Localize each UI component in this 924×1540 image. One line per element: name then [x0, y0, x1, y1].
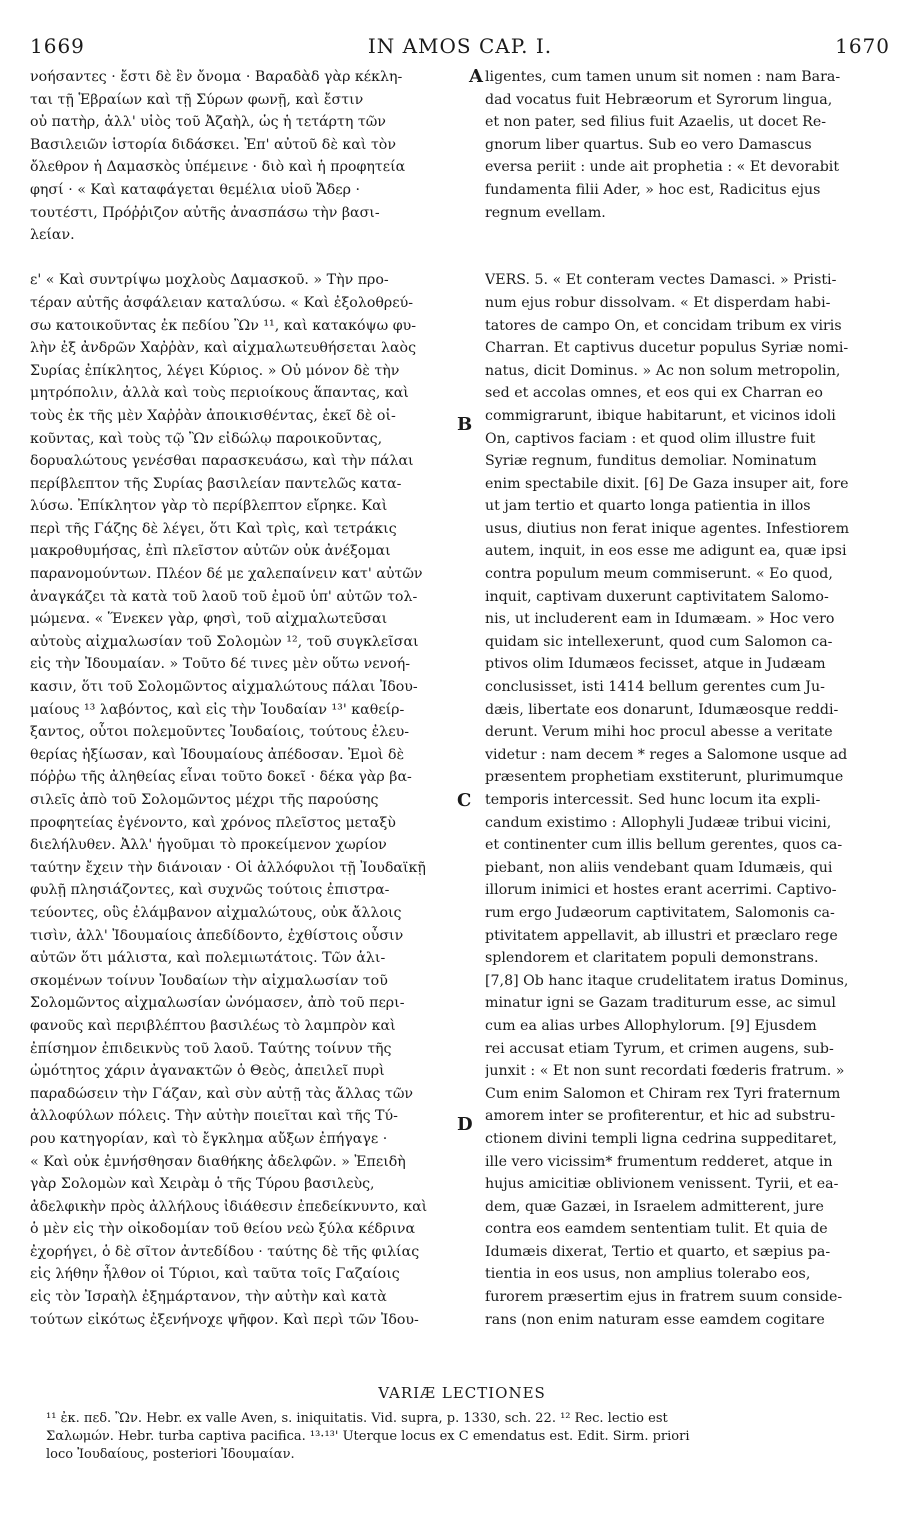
- greek-text-line: ἐπίσημον ἐπιδεικνὺς τοῦ λαοῦ. Ταύτης τοίνυν τῆς: [30, 1040, 392, 1057]
- greek-text-line: ξαντος, οὗτοι πολεμοῦντες Ἰουδαίοις, τούτους ἐλευ-: [30, 724, 410, 741]
- latin-text-line: ptivitatem appellavit, ab illustri et præclaro rege: [485, 927, 838, 944]
- greek-text-line: αὐτῶν ὅτι μάλιστα, καὶ πολεμιωτάτοις. Τῶν ἁλι-: [30, 950, 386, 967]
- latin-text-line: ctionem divini templi ligna cedrina suppeditaret,: [485, 1130, 838, 1147]
- latin-text-line: conclusisset, isti 1414 bellum gerentes cum Ju-: [485, 679, 825, 696]
- greek-text-line: λὴν ἐξ ἀνδρῶν Χαῤῥὰν, καὶ αἰχμαλωτευθήσεται λαὸς: [30, 340, 417, 357]
- latin-text-line: commigrarunt, ibique habitarunt, et vicinos idoli: [485, 407, 836, 424]
- latin-text-line: contra populum meum commiserunt. « Eo quod,: [485, 566, 833, 583]
- greek-text-line: ε' « Καὶ συντρίψω μοχλοὺς Δαμασκοῦ. » Τὴν προ-: [30, 272, 389, 289]
- latin-text-line: illorum inimici et hostes erant acerrimi. Captivo-: [485, 882, 837, 899]
- latin-text-line: eversa periit : unde ait prophetia : « Et devorabit: [485, 159, 840, 176]
- greek-text-line: Σολομῶντος αἰχμαλωσίαν ὠνόμασεν, ἀπὸ τοῦ περι-: [30, 995, 405, 1012]
- margin-marker-a: A: [469, 66, 483, 87]
- latin-text-line: candum existimo : Allophyli Judææ tribui vicini,: [485, 814, 832, 831]
- latin-text-line: dæis, libertate eos donarunt, Idumæosque reddi-: [485, 701, 839, 718]
- greek-text-line: μώμενα. « Ἕνεκεν γὰρ, φησὶ, τοῦ αἰχμαλωτεῦσαι: [30, 611, 388, 628]
- latin-text-line: derunt. Verum mihi hoc procul abesse a veritate: [485, 724, 833, 741]
- latin-text-line: amorem inter se profiterentur, et hic ad substru-: [485, 1108, 836, 1125]
- latin-text-line: [485, 224, 891, 247]
- latin-text-line: gnorum liber quartus. Sub eo vero Damascus: [485, 136, 812, 153]
- greek-text-line: ρου κατηγορίαν, καὶ τὸ ἔγκλημα αὔξων ἐπήγαγε ·: [30, 1130, 388, 1147]
- latin-text-line: ligentes, cum tamen unum sit nomen : nam Bara-: [485, 69, 841, 85]
- latin-text-line: et continenter cum illis bellum gerentes, quos ca-: [485, 837, 843, 854]
- greek-text-line: Συρίας ἐπίκλητος, λέγει Κύριος. » Οὐ μόνον δὲ τὴν: [30, 362, 400, 379]
- latin-text-line: tientia in eos usus, non amplius tolerabo eos,: [485, 1266, 811, 1283]
- greek-text-line: φησί · « Καὶ καταφάγεται θεμέλια υἱοῦ Ἄδερ ·: [30, 181, 361, 198]
- greek-text-line: « Καὶ οὐκ ἐμνήσθησαν διαθήκης ἀδελφῶν. » Ἐπειδὴ: [30, 1153, 406, 1170]
- greek-text-line: φανοῦς καὶ περιβλέπτου βασιλέως τὸ λαμπρὸν καὶ: [30, 1017, 396, 1034]
- latin-text-line: inquit, captivam duxerunt captivitatem Salomo-: [485, 588, 829, 605]
- latin-text-line: contra eos eamdem sententiam tulit. Et quia de: [485, 1221, 828, 1238]
- latin-text-line: autem, inquit, in eos esse me adigunt ea, quæ ipsi: [485, 543, 847, 560]
- latin-text-column: [485, 66, 891, 1331]
- greek-text-line: τουτέστι, Πρόῤῥιζον αὐτῆς ἀνασπάσω τὴν βασι-: [30, 204, 380, 221]
- footnote-line: Σαλωμών. Hebr. turba captiva pacifica. ¹³·¹³' Uterque locus ex C emendatus est. Edit. Sirm. priori: [46, 1429, 690, 1444]
- latin-text-line: præsentem prophetiam exstiterunt, plurimumque: [485, 769, 844, 786]
- latin-text-line: regnum evellam.: [485, 204, 606, 221]
- latin-text-line: dad vocatus fuit Hebræorum et Syrorum lingua,: [485, 91, 833, 108]
- greek-text-line: σκομένων τοίνυν Ἰουδαίων τὴν αἰχμαλωσίαν τοῦ: [30, 972, 388, 989]
- margin-marker-c: C: [457, 790, 472, 811]
- greek-text-line: σιλεῖς ἀπὸ τοῦ Σολομῶντος μέχρι τῆς παρούσης: [30, 792, 379, 808]
- latin-text-line: rum ergo Judæorum captivitatem, Salomonis ca-: [485, 904, 835, 921]
- page-number-left: 1669: [30, 34, 85, 58]
- greek-text-line: τισὶν, ἀλλ' Ἰδουμαίοις ἀπεδίδοντο, ἐχθίστοις οὖσιν: [30, 927, 404, 944]
- latin-text-line: rei accusat etiam Tyrum, et crimen augens, sub-: [485, 1040, 834, 1057]
- greek-text-line: φυλῇ πλησιάζοντες, καὶ συχνῶς τούτοις ἐπιστρα-: [30, 882, 390, 899]
- latin-text-line: VERS. 5. « Et conteram vectes Damasci. » Pristi-: [485, 272, 837, 289]
- greek-text-line: ται τῇ Ἑβραίων καὶ τῇ Σύρων φωνῇ, καὶ ἔστιν: [30, 91, 364, 108]
- margin-marker-b: B: [457, 414, 473, 435]
- greek-text-line: παρανομούντων. Πλέον δέ με χαλεπαίνειν κατ' αὐτῶν: [30, 566, 423, 583]
- latin-text-line: ut jam tertio et quarto longa patientia in illos: [485, 498, 811, 515]
- greek-text-line: νοήσαντες · ἔστι δὲ ἓν ὄνομα · Βαραδὰδ γὰρ κέκλη-: [30, 69, 403, 85]
- greek-text-line: περὶ τῆς Γάζης δὲ λέγει, ὅτι Καὶ τρὶς, καὶ τετράκις: [30, 520, 397, 537]
- footnote-line: loco Ἰουδαίους, posteriori Ἰδουμαίαν.: [46, 1447, 295, 1462]
- greek-text-line: τέραν αὐτῆς ἀσφάλειαν καταλύσω. « Καὶ ἐξολοθρεύ-: [30, 294, 414, 311]
- latin-text-line: num ejus robur dissolvam. « Et disperdam habi-: [485, 294, 831, 311]
- greek-text-line: μητρόπολιν, ἀλλὰ καὶ τοὺς περιοίκους ἅπαντας, καὶ: [30, 385, 409, 402]
- greek-text-line: εἰς λήθην ἦλθον οἱ Τύριοι, καὶ ταῦτα τοῖς Γαζαίοις: [30, 1266, 400, 1283]
- greek-text-line: ἀναγκάζει τὰ κατὰ τοῦ λαοῦ τοῦ ἐμοῦ ὑπ' αὐτῶν τολ-: [30, 588, 418, 605]
- latin-text-line: sed et accolas omnes, et eos qui ex Charran eo: [485, 385, 823, 402]
- latin-text-line: enim spectabile dixit. [6] De Gaza insuper ait, fore: [485, 475, 849, 492]
- footnote-line: ¹¹ ἐκ. πεδ. Ὢν. Hebr. ex valle Aven, s. iniquitatis. Vid. supra, p. 1330, sch. 22. ¹² Rec. lectio est: [46, 1411, 668, 1426]
- greek-text-line: διελήλυθεν. Ἀλλ' ἡγοῦμαι τὸ προκείμενον χωρίον: [30, 837, 387, 854]
- page-number-right: 1670: [835, 34, 890, 58]
- latin-text-line: quidam sic intellexerunt, quod cum Salomon ca-: [485, 633, 833, 650]
- greek-text-line: γὰρ Σολομὼν καὶ Χειρὰμ ὁ τῆς Τύρου βασιλεὺς,: [30, 1176, 375, 1193]
- greek-text-line: προφητείας ἐγένοντο, καὶ χρόνος πλεῖστος μεταξὺ: [30, 814, 396, 831]
- latin-text-line: Charran. Et captivus ducetur populus Syriæ nomi-: [485, 340, 849, 357]
- greek-text-line: ὠμότητος χάριν ἀγανακτῶν ὁ Θεὸς, ἀπειλεῖ πυρὶ: [30, 1063, 385, 1080]
- greek-text-line: τούτων εἰκότως ἐξενήνοχε ψῆφον. Καὶ περὶ τῶν Ἰδου-: [30, 1311, 419, 1328]
- margin-marker-d: D: [457, 1114, 473, 1135]
- latin-text-line: Syriæ regnum, funditus demoliar. Nominatum: [485, 453, 817, 470]
- latin-text-line: On, captivos faciam : et quod olim illustre fuit: [485, 430, 816, 447]
- greek-text-line: τεύοντες, οὓς ἐλάμβανον αἰχμαλώτους, οὐκ ἄλλοις: [30, 904, 402, 921]
- latin-text-line: fundamenta filii Ader, » hoc est, Radicitus ejus: [485, 181, 821, 198]
- greek-text-line: μακροθυμήσας, ἐπὶ πλεῖστον αὐτῶν οὐκ ἀνέξομαι: [30, 543, 391, 560]
- latin-text-line: hujus amicitiæ oblivionem venissent. Tyrii, et ea-: [485, 1176, 839, 1193]
- latin-text-line: piebant, non aliis vendebant quam Idumæis, qui: [485, 859, 833, 876]
- greek-text-line: ἀλλοφύλων πόλεις. Τὴν αὐτὴν ποιεῖται καὶ τῆς Τύ-: [30, 1108, 398, 1125]
- latin-text-line: [485, 247, 891, 270]
- greek-text-line: Βασιλειῶν ἱστορία διδάσκει. Ἐπ' αὐτοῦ δὲ καὶ τὸν: [30, 136, 396, 153]
- greek-text-line: τοὺς ἐκ τῆς μὲν Χαῤῥὰν ἀποικισθέντας, ἐκεῖ δὲ οἰ-: [30, 407, 396, 424]
- greek-text-line: περίβλεπτον τῆς Συρίας βασιλείαν παντελῶς κατα-: [30, 475, 402, 492]
- greek-text-line: αὐτοὺς αἰχμαλωσίαν τοῦ Σολομὼν ¹², τοῦ συγκλεῖσαι: [30, 633, 419, 650]
- greek-text-line: ὄλεθρον ἡ Δαμασκὸς ὑπέμεινε · διὸ καὶ ἡ προφητεία: [30, 159, 406, 176]
- latin-text-line: Idumæis dixerat, Tertio et quarto, et sæpius pa-: [485, 1243, 831, 1260]
- latin-text-line: temporis intercessit. Sed hunc locum ita expli-: [485, 792, 821, 808]
- greek-text-line: [30, 247, 468, 270]
- footnotes: [46, 1410, 896, 1464]
- latin-text-line: cum ea alias urbes Allophylorum. [9] Ejusdem: [485, 1017, 817, 1034]
- greek-text-line: ταύτην ἔχειν τὴν διάνοιαν · Οἱ ἀλλόφυλοι τῇ Ἰουδαϊκῇ: [30, 859, 426, 876]
- latin-text-line: tatores de campo On, et concidam tribum ex viris: [485, 317, 842, 334]
- greek-text-line: σω κατοικοῦντας ἐκ πεδίου Ὢν ¹¹, καὶ κατακόψω φυ-: [30, 317, 417, 334]
- latin-text-line: nis, ut includerent eam in Idumæam. » Hoc vero: [485, 611, 835, 628]
- latin-text-line: splendorem et claritatem populi demonstrans.: [485, 950, 819, 967]
- greek-text-line: πόῤῥω τῆς ἀληθείας εἶναι τοῦτο δοκεῖ · δέκα γὰρ βα-: [30, 769, 412, 786]
- greek-text-line: λείαν.: [30, 227, 75, 244]
- greek-text-line: εἰς τὴν Ἰδουμαίαν. » Τοῦτο δέ τινες μὲν οὕτω νενοή-: [30, 656, 411, 673]
- greek-text-line: ἐχορήγει, ὁ δὲ σῖτον ἀντεδίδου · ταύτης δὲ τῆς φιλίας: [30, 1243, 420, 1260]
- latin-text-line: natus, dicit Dominus. » Ac non solum metropolin,: [485, 362, 841, 379]
- latin-text-line: ptivos olim Idumæos fecisset, atque in Judæam: [485, 656, 826, 673]
- latin-text-line: dem, quæ Gazæi, in Israelem admitterent, jure: [485, 1198, 824, 1215]
- page-header: [30, 34, 890, 60]
- greek-text-line: κασιν, ὅτι τοῦ Σολομῶντος αἰχμαλώτους πάλαι Ἰδου-: [30, 679, 418, 696]
- latin-text-line: minatur igni se Gazam traditurum esse, ac simul: [485, 995, 836, 1012]
- greek-text-line: κοῦντας, καὶ τοὺς τῷ Ὢν εἰδώλῳ παροικοῦντας,: [30, 430, 383, 447]
- latin-text-line: rans (non enim naturam esse eamdem cogitare: [485, 1311, 825, 1328]
- latin-text-line: Cum enim Salomon et Chiram rex Tyri fraternum: [485, 1085, 841, 1102]
- greek-text-line: οὐ πατὴρ, ἀλλ' υἱὸς τοῦ Ἀζαὴλ, ὡς ἡ τετάρτη τῶν: [30, 114, 386, 131]
- greek-text-line: εἰς τὸν Ἰσραὴλ ἐξημάρτανον, τὴν αὐτὴν καὶ κατὰ: [30, 1289, 387, 1306]
- latin-text-line: ille vero vicissim* frumentum redderet, atque in: [485, 1153, 833, 1170]
- greek-text-line: ἀδελφικὴν πρὸς ἀλλήλους ἰδιάθεσιν ἐπεδείκνυντο, καὶ: [30, 1198, 428, 1215]
- running-title: IN AMOS CAP. I.: [367, 34, 553, 58]
- latin-text-line: furorem præsertim ejus in fratrem suum conside-: [485, 1289, 843, 1306]
- latin-text-line: et non pater, sed filius fuit Azaelis, ut docet Re-: [485, 114, 827, 131]
- greek-text-line: μαίους ¹³ λαβόντος, καὶ εἰς τὴν Ἰουδαίαν ¹³' καθείρ-: [30, 701, 405, 718]
- greek-text-line: θερίας ἠξίωσαν, καὶ Ἰδουμαίους ἀπέδοσαν. Ἐμοὶ δὲ: [30, 746, 405, 763]
- latin-text-line: usus, diutius non ferat inique agentes. Infestiorem: [485, 520, 850, 537]
- greek-text-column: [30, 66, 468, 1331]
- greek-text-line: λύσω. Ἐπίκλητον γὰρ τὸ περίβλεπτον εἴρηκε. Καὶ: [30, 498, 388, 515]
- greek-text-line: παραδώσειν τὴν Γάζαν, καὶ σὺν αὐτῇ τὰς ἄλλας τῶν: [30, 1085, 414, 1102]
- latin-text-line: videtur : nam decem * reges a Salomone usque ad: [485, 746, 848, 763]
- latin-text-line: junxit : « Et non sunt recordati fœderis fratrum. »: [485, 1063, 845, 1080]
- variae-lectiones-title: VARIÆ LECTIONES: [378, 1384, 546, 1402]
- latin-text-line: [7,8] Ob hanc itaque crudelitatem iratus Dominus,: [485, 972, 849, 989]
- greek-text-line: δορυαλώτους γενέσθαι παρασκευάσω, καὶ τὴν πάλαι: [30, 453, 414, 470]
- greek-text-line: ὁ μὲν εἰς τὴν οἰκοδομίαν τοῦ θείου νεὼ ξύλα κέδρινα: [30, 1221, 416, 1238]
